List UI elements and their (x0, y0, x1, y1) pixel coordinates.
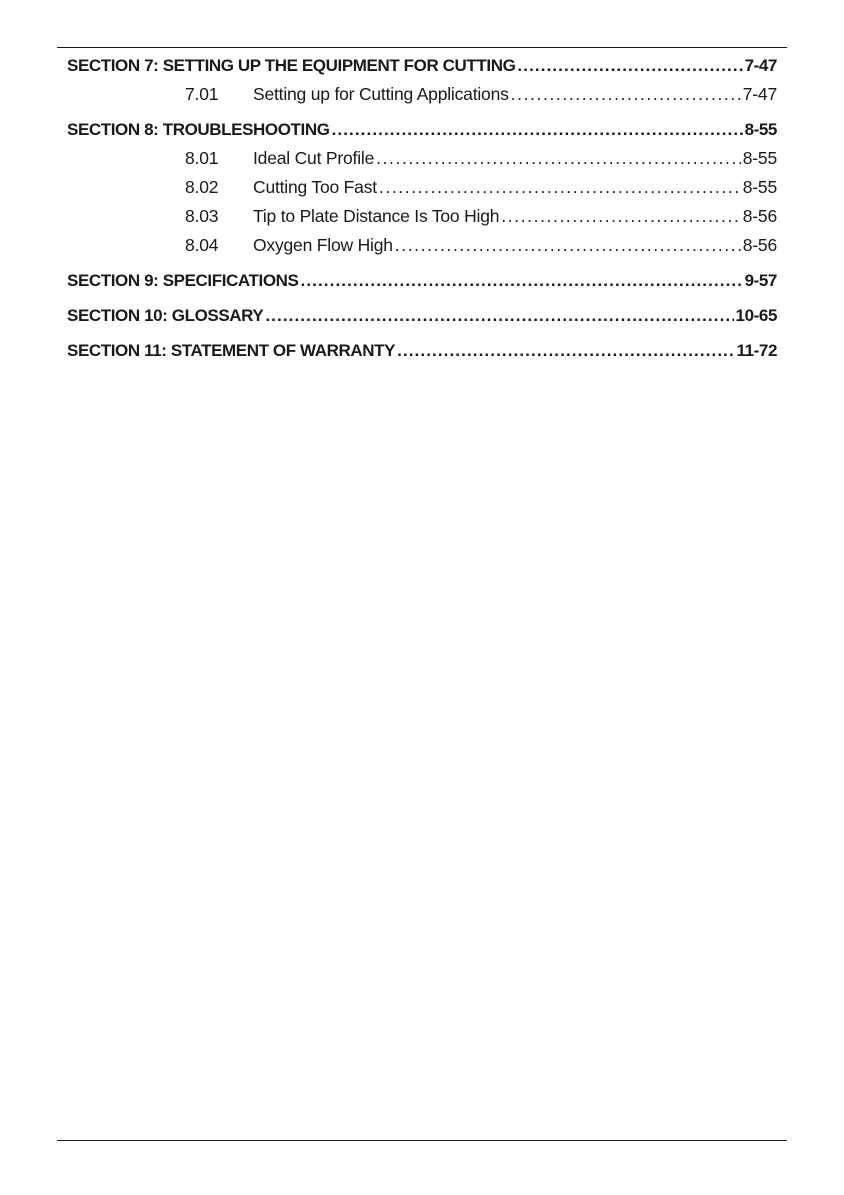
toc-page-number: 8-55 (744, 120, 777, 139)
toc-subsection-number: 7.01 (185, 84, 219, 104)
toc-entry-title: SECTION 11: STATEMENT OF WARRANTY (67, 341, 396, 360)
toc-page-number: 8-56 (742, 206, 777, 226)
toc-subsection-8-01[interactable] (67, 144, 777, 173)
toc-subsection-8-02[interactable] (67, 173, 777, 202)
toc-page-number: 9-57 (744, 271, 777, 290)
toc-subsection-number: 8.02 (185, 177, 219, 197)
toc-subsection-number: 8.01 (185, 148, 219, 168)
dot-leader (379, 173, 741, 202)
dot-leader (301, 266, 743, 295)
toc-subsection-8-03[interactable] (67, 202, 777, 231)
toc-page-number: 11-72 (736, 341, 777, 360)
toc-page-number: 8-55 (742, 177, 777, 197)
toc-subsection-number: 8.03 (185, 206, 219, 226)
dot-leader (397, 336, 734, 365)
dot-leader (501, 202, 740, 231)
toc-page-number: 10-65 (735, 306, 777, 325)
toc-section-9[interactable] (67, 266, 777, 295)
toc-entry-title: Setting up for Cutting Applications (253, 84, 509, 104)
toc-entry-title: Tip to Plate Distance Is Too High (253, 206, 500, 226)
toc-page-number: 7-47 (744, 56, 777, 75)
toc-page-number: 8-56 (742, 235, 777, 255)
toc-entry-title: Oxygen Flow High (253, 235, 393, 255)
toc-entry-title: SECTION 8: TROUBLESHOOTING (67, 120, 330, 139)
dot-leader (395, 231, 741, 260)
toc-subsection-number: 8.04 (185, 235, 219, 255)
toc-section-10[interactable] (67, 301, 777, 330)
toc-subsection-8-04[interactable] (67, 231, 777, 260)
toc-entry-title: Ideal Cut Profile (253, 148, 375, 168)
toc-page-number: 8-55 (742, 148, 777, 168)
dot-leader (517, 51, 742, 80)
toc-entry-title: SECTION 7: SETTING UP THE EQUIPMENT FOR CUTTING (67, 56, 516, 75)
top-rule (57, 47, 787, 48)
toc-section-8[interactable] (67, 115, 777, 144)
toc-entry-title: SECTION 10: GLOSSARY (67, 306, 264, 325)
table-of-contents (67, 51, 777, 365)
dot-leader (332, 115, 743, 144)
toc-page-number: 7-47 (742, 84, 777, 104)
toc-section-11[interactable] (67, 336, 777, 365)
dot-leader (376, 144, 741, 173)
toc-entry-title: Cutting Too Fast (253, 177, 377, 197)
bottom-rule (57, 1140, 787, 1141)
toc-entry-title: SECTION 9: SPECIFICATIONS (67, 271, 299, 290)
toc-subsection-7-01[interactable] (67, 80, 777, 109)
dot-leader (265, 301, 733, 330)
toc-section-7[interactable] (67, 51, 777, 80)
dot-leader (511, 80, 741, 109)
